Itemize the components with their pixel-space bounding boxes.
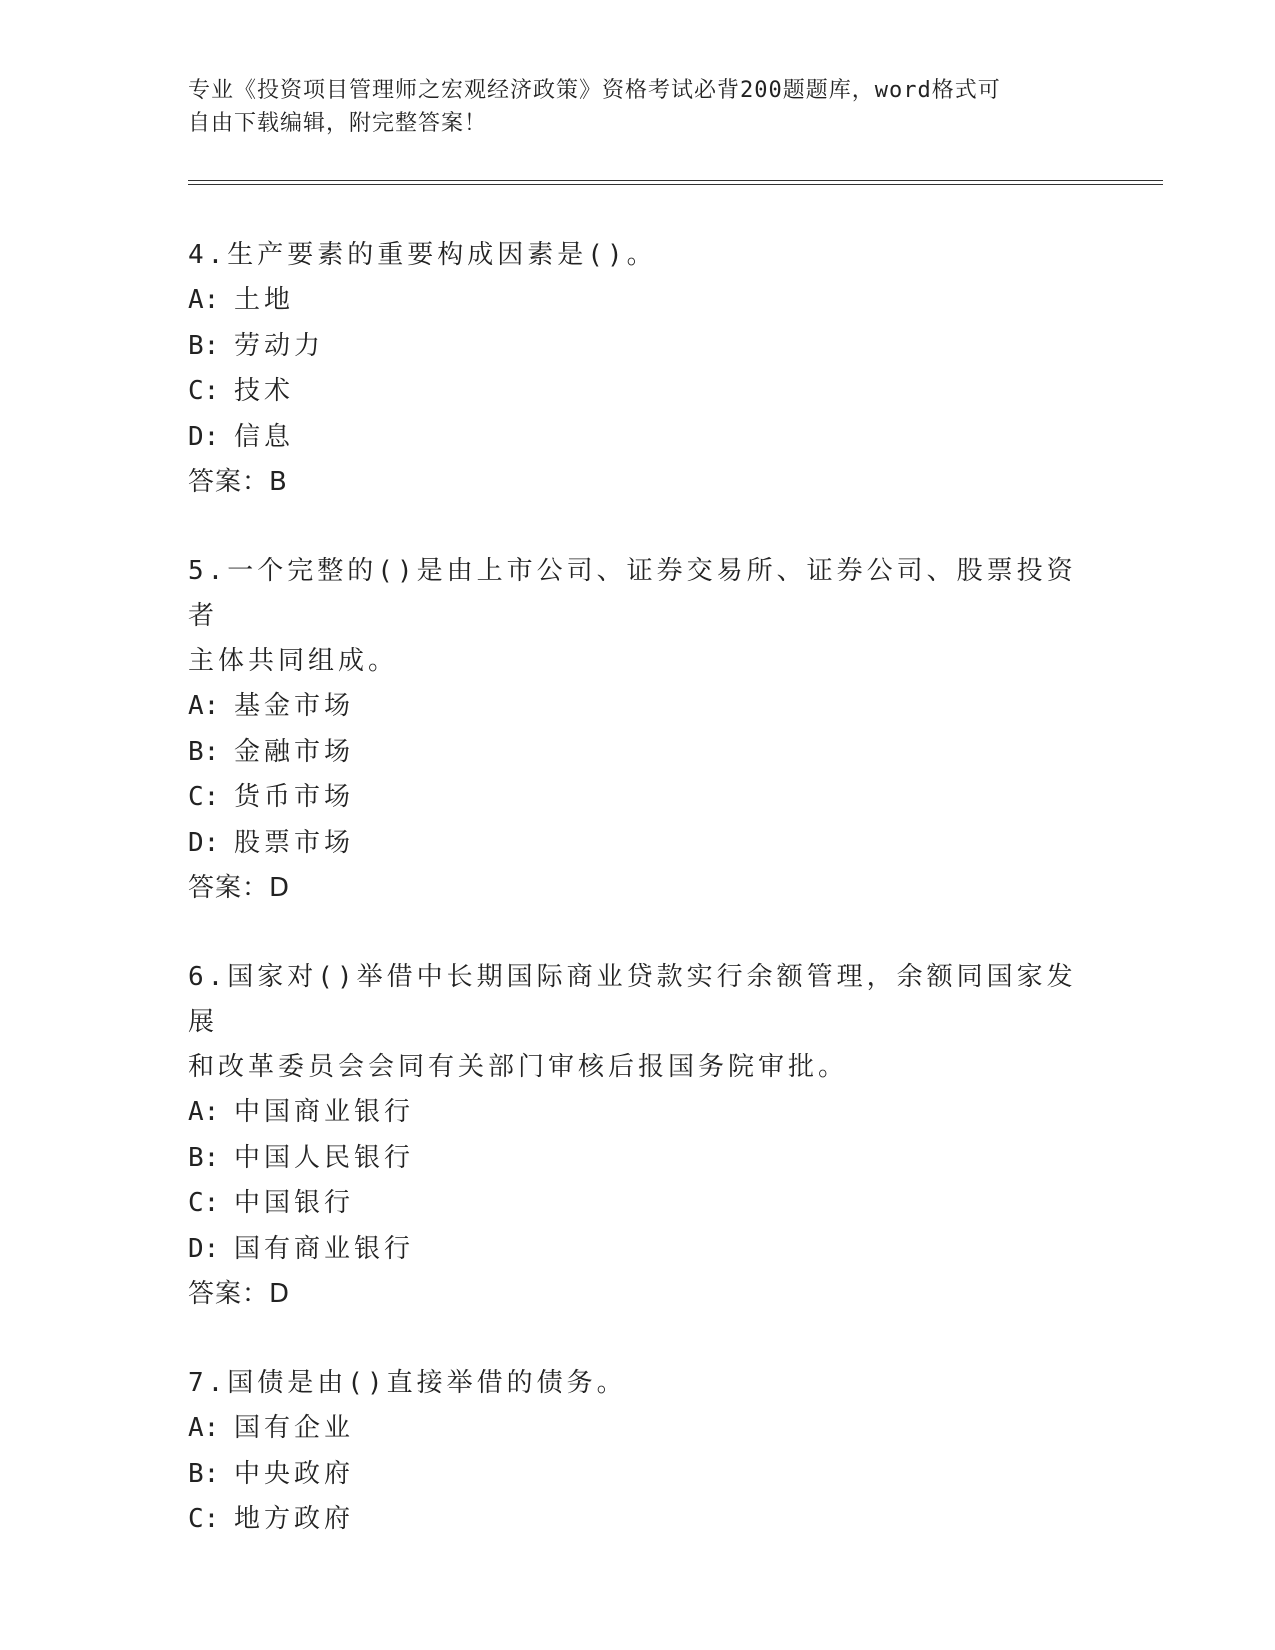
option-text: 信息 [234, 421, 295, 452]
option-letter: A: [188, 691, 220, 721]
header-line-1: 专业《投资项目管理师之宏观经济政策》资格考试必背200题题库，word格式可 [188, 78, 1001, 103]
answer-key: 答案：D [188, 873, 291, 903]
answer-option [188, 1497, 1088, 1543]
question-stem-line: 主体共同组成。 [188, 646, 399, 676]
answer-option [188, 1181, 1088, 1227]
option-letter: D: [188, 827, 220, 858]
question-block [188, 1361, 1088, 1543]
option-text: 国有商业银行 [234, 1233, 415, 1264]
option-letter: A: [188, 285, 220, 315]
question-stem-line: 4.生产要素的重要构成因素是()。 [188, 240, 657, 270]
option-letter: C: [188, 376, 220, 406]
answer-option [188, 278, 1088, 324]
answer-option [188, 1227, 1088, 1273]
question-stem-line: 7.国债是由()直接举借的债务。 [188, 1368, 627, 1398]
option-text: 土地 [234, 285, 295, 315]
answer-option [188, 821, 1088, 867]
answer-option [188, 775, 1088, 821]
answer-option [188, 1090, 1088, 1136]
option-letter: D: [188, 421, 220, 452]
option-letter: C: [188, 1188, 220, 1218]
answer-option [188, 415, 1088, 461]
option-letter: B: [188, 1142, 220, 1173]
question-block [188, 955, 1088, 1317]
option-letter: C: [188, 1504, 220, 1534]
option-text: 技术 [234, 376, 295, 406]
answer-option [188, 1136, 1088, 1182]
option-letter: B: [188, 1458, 220, 1489]
document-header [188, 74, 1068, 140]
option-letter: A: [188, 1097, 220, 1127]
option-text: 基金市场 [234, 691, 355, 721]
answer-option [188, 369, 1088, 415]
question-stem-line: 和改革委员会会同有关部门审核后报国务院审批。 [188, 1052, 849, 1082]
option-letter: B: [188, 736, 220, 767]
option-letter: A: [188, 1413, 220, 1443]
option-text: 地方政府 [234, 1504, 355, 1534]
option-text: 中国银行 [234, 1188, 355, 1218]
answer-option [188, 730, 1088, 776]
option-text: 中央政府 [234, 1458, 355, 1489]
answer-key: 答案：B [188, 467, 288, 497]
header-divider-bottom [188, 184, 1163, 185]
header-divider-top [188, 180, 1163, 181]
option-text: 股票市场 [234, 827, 355, 858]
question-stem-line: 6.国家对()举借中长期国际商业贷款实行余额管理，余额同国家发展 [188, 962, 1077, 1037]
question-block [188, 549, 1088, 911]
option-text: 劳动力 [234, 330, 325, 361]
answer-key: 答案：D [188, 1279, 291, 1309]
option-text: 中国人民银行 [234, 1142, 415, 1173]
option-text: 货币市场 [234, 782, 355, 812]
header-line-2: 自由下载编辑，附完整答案！ [188, 111, 488, 136]
answer-option [188, 684, 1088, 730]
option-text: 金融市场 [234, 736, 355, 767]
question-stem-line: 5.一个完整的()是由上市公司、证券交易所、证券公司、股票投资者 [188, 556, 1077, 631]
option-text: 国有企业 [234, 1413, 355, 1443]
answer-option [188, 324, 1088, 370]
answer-option [188, 1452, 1088, 1498]
question-list [188, 233, 1088, 1587]
option-letter: B: [188, 330, 220, 361]
option-text: 中国商业银行 [234, 1097, 415, 1127]
answer-option [188, 1406, 1088, 1452]
option-letter: C: [188, 782, 220, 812]
option-letter: D: [188, 1233, 220, 1264]
question-block [188, 233, 1088, 505]
